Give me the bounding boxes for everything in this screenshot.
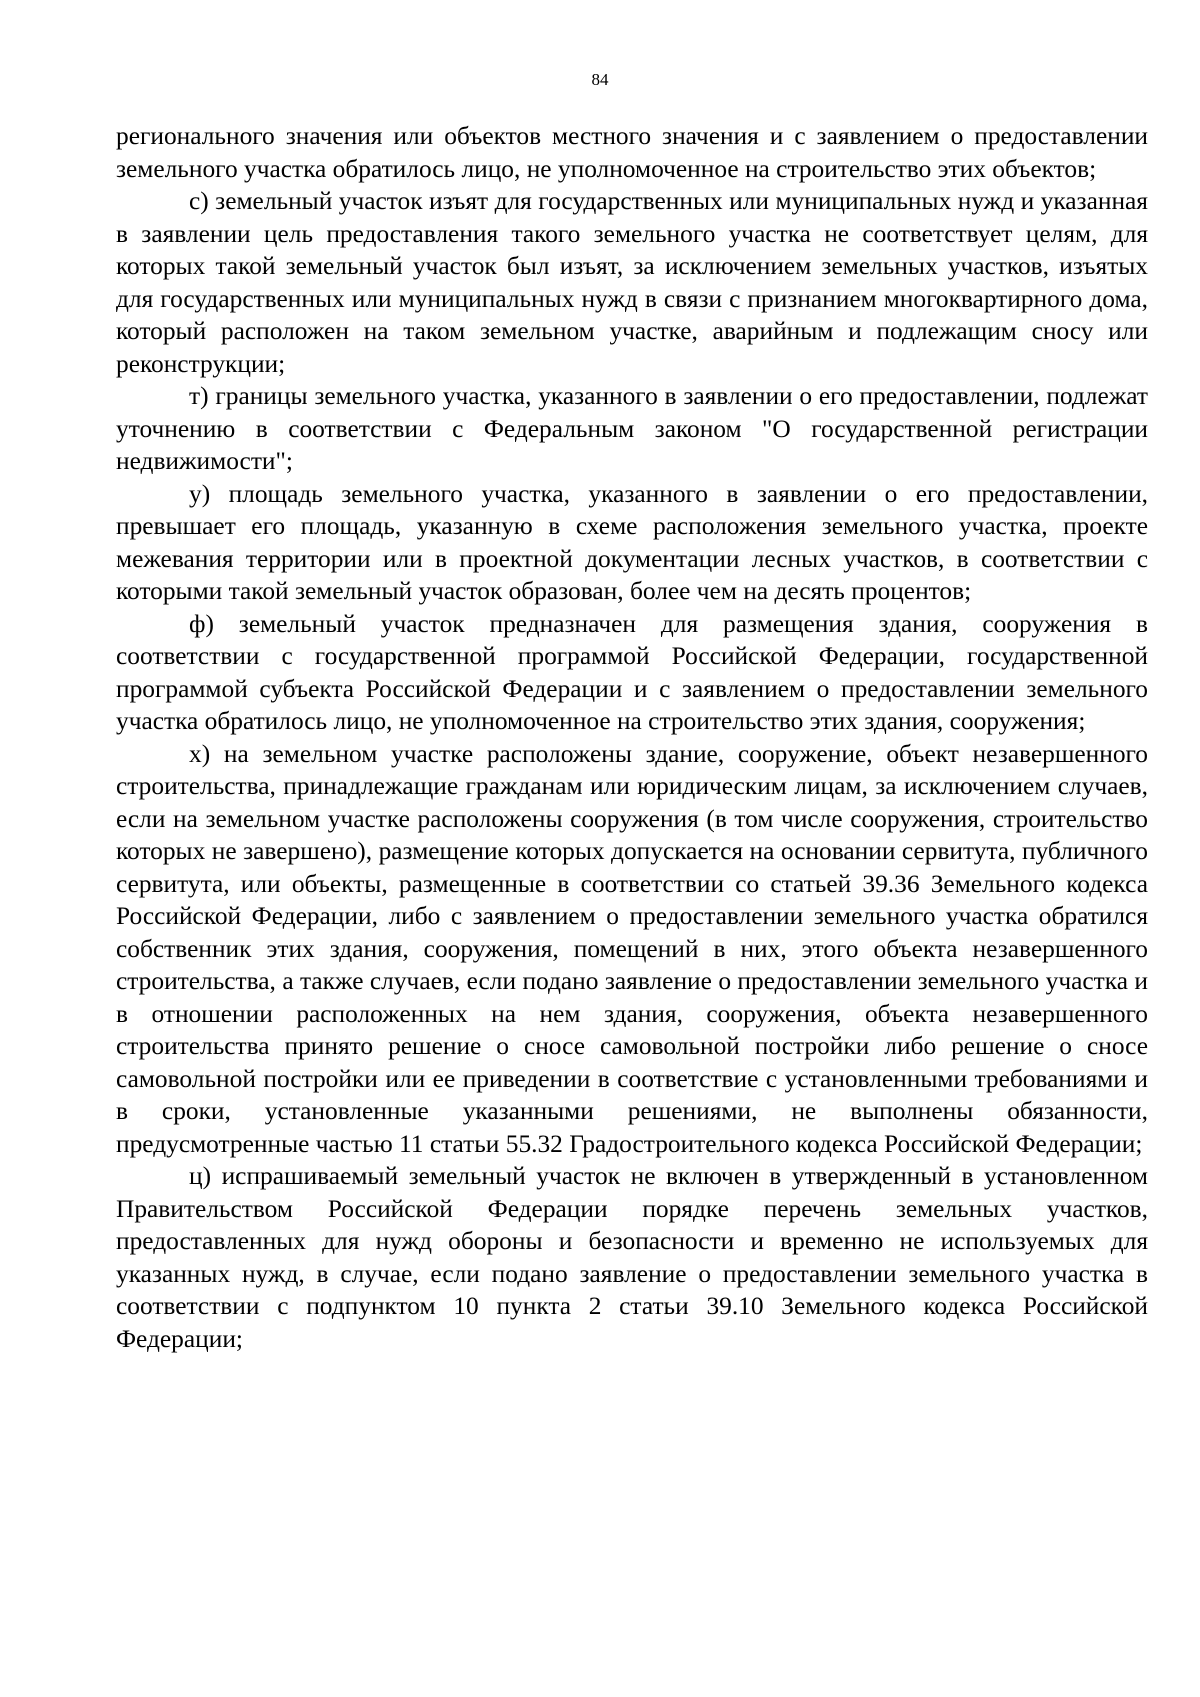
paragraph-item-kh: х) на земельном участке расположены здание, сооружение, объект незавершенного строительства, принадлежащие гражданам или юридическим лицам, за исключением случаев, если на земельном участке расположены сооружения (в том числе сооружения, строительство которых не завершено), размещение которых допускается на основании сервитута, публичного сервитута, или объекты, размещенные в соответствии со статьей 39.36 Земельного кодекса Российской Федерации, либо с заявлением о предоставлении земельного участка обратился собственник этих здания, сооружения, помещений в них, этого объекта незавершенного строительства, а также случаев, если подано заявление о предоставлении земельного участка и в отношении расположенных на нем здания, сооружения, объекта незавершенного строительства принято решение о сносе самовольной постройки либо решение о сносе самовольной постройки или ее приведении в соответствие с установленными требованиями и в сроки, установленные указанными решениями, не выполнены обязанности, предусмотренные частью 11 статьи 55.32 Градостроительного кодекса Российской Федерации; xyxy=(116,739,1148,1158)
paragraph-continuation: регионального значения или объектов местного значения и с заявлением о предоставлении земельного участка обратилось лицо, не уполномоченное на строительство этих объектов; xyxy=(116,122,1148,183)
paragraph-item-t: т) границы земельного участка, указанного в заявлении о его предоставлении, подлежат уточнению в соответствии с Федеральным законом "О государственной регистрации недвижимости"; xyxy=(116,382,1148,475)
paragraph-item-ts: ц) испрашиваемый земельный участок не включен в утвержденный в установленном Правительством Российской Федерации порядке перечень земельных участков, предоставленных для нужд обороны и безопасности и временно не используемых для указанных нужд, в случае, если подано заявление о предоставлении земельного участка в соответствии с подпунктом 10 пункта 2 статьи 39.10 Земельного кодекса Российской Федерации; xyxy=(116,1162,1148,1353)
paragraph-item-f: ф) земельный участок предназначен для размещения здания, сооружения в соответствии с государственной программой Российской Федерации, государственной программой субъекта Российской Федерации и с заявлением о предоставлении земельного участка обратилось лицо, не уполномоченное на строительство этих здания, сооружения; xyxy=(116,609,1148,735)
paragraph-item-u: у) площадь земельного участка, указанного в заявлении о его предоставлении, превышает его площадь, указанную в схеме расположения земельного участка, проекте межевания территории или в проектной документации лесных участков, в соответствии с которыми такой земельный участок образован, более чем на десять процентов; xyxy=(116,479,1148,605)
paragraph-item-s: с) земельный участок изъят для государственных или муниципальных нужд и указанная в заявлении цель предоставления такого земельного участка не соответствует целям, для которых такой земельный участок был изъят, за исключением земельных участков, изъятых для государственных или муниципальных нужд в связи с признанием многоквартирного дома, который расположен на таком земельном участке, аварийным и подлежащим сносу или реконструкции; xyxy=(116,187,1148,378)
document-body xyxy=(116,120,1148,1355)
page-number: 84 xyxy=(591,70,609,89)
